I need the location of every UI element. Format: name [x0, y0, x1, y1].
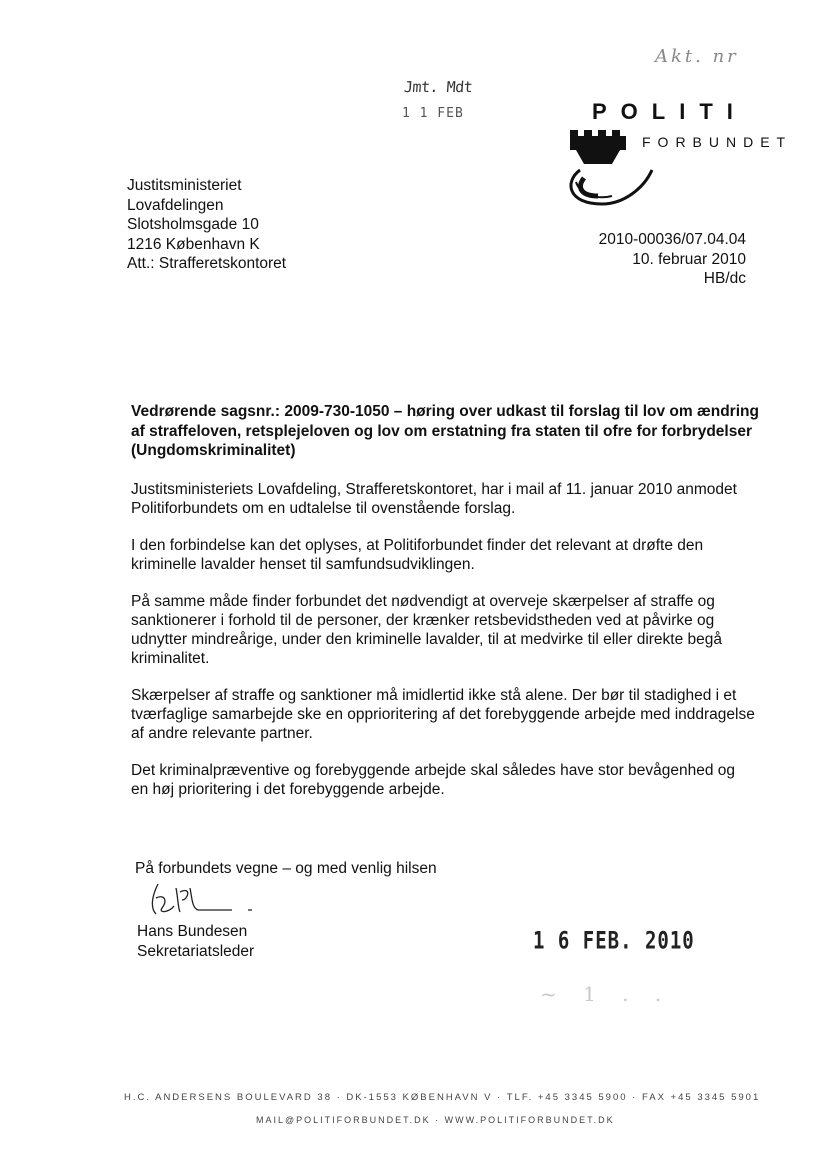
- signer-name: Hans Bundesen: [137, 923, 248, 940]
- letterhead-org-name: POLITI: [592, 99, 747, 124]
- recipient-line: Slotsholmsgade 10: [127, 216, 259, 233]
- letter-body: [131, 480, 756, 817]
- body-paragraph: Skærpelser af straffe og sanktioner må imidlertid ikke stå alene. Der bør til stadighed i et tværfaglige samarbejde ske en opprioritering af det forebyggende arbejde med inddragelse af andre relevante partner.: [131, 687, 755, 742]
- police-crest-logo: [562, 130, 657, 217]
- recipient-line: Att.: Strafferetskontoret: [127, 255, 287, 272]
- initials: HB/dc: [703, 270, 746, 287]
- received-date-stamp: 1 6 FEB. 2010: [533, 927, 695, 955]
- footer-address: H.C. ANDERSENS BOULEVARD 38 · DK-1553 KØBENHAVN V · TLF. +45 3345 5900 · FAX +45 3345 5901: [124, 1092, 761, 1103]
- handwritten-signature: [148, 878, 268, 927]
- signer-block: [137, 922, 254, 961]
- subject-heading: Vedrørende sagsnr.: 2009-730-1050 – høring over udkast til forslag til lov om ændring af straffeloven, retsplejeloven og lov om erstatning fra staten til ofre for forbrydelser (Ungdomskriminalitet): [131, 403, 759, 459]
- crown-icon: [570, 130, 626, 164]
- body-paragraph: I den forbindelse kan det oplyses, at Politiforbundet finder det relevant at drøfte den kriminelle lavalder henset til samfundsudviklingen.: [131, 537, 704, 573]
- received-stamp-date: 1 1 FEB: [402, 106, 464, 121]
- recipient-address: [127, 176, 286, 274]
- closing-greeting: På forbundets vegne – og med venlig hilsen: [135, 860, 437, 877]
- body-paragraph: Justitsministeriets Lovafdeling, Strafferetskontoret, har i mail af 11. januar 2010 anmodet Politiforbundets om en udtalelse til ovenstående forslag.: [131, 481, 737, 517]
- recipient-line: Lovafdelingen: [127, 196, 224, 214]
- body-paragraph: På samme måde finder forbundet det nødvendigt at overveje skærpelser af straffe og sanktionerer i forhold til de personer, der krænker retsbevidstheden ved at påvirke og udnytter mindreårige, under den kriminelle lavalder, til at medvirke til eller direkte begå kriminalitet.: [131, 593, 723, 667]
- body-paragraph: Det kriminalpræventive og forebyggende arbejde skal således have stor bevågenhed og en høj prioritering i det forebyggende arbejde.: [131, 762, 736, 798]
- letter-date: 10. februar 2010: [632, 250, 746, 268]
- recipient-line: 1216 København K: [127, 235, 260, 253]
- letterhead-org-subtitle: FORBUNDET: [642, 134, 793, 150]
- signer-title: Sekretariatsleder: [137, 942, 255, 960]
- recipient-line: Justitsministeriet: [127, 177, 242, 194]
- reference-block: [599, 230, 746, 289]
- handwritten-file-note: Akt. nr: [655, 46, 739, 67]
- case-number: 2010-00036/07.04.04: [598, 231, 746, 248]
- received-stamp-label: Jmt. Mdt: [403, 78, 473, 96]
- faint-stamp-marks: ~ 1 . .: [540, 982, 672, 1006]
- footer-contact: MAIL@POLITIFORBUNDET.DK · WWW.POLITIFORBUNDET.DK: [256, 1115, 615, 1125]
